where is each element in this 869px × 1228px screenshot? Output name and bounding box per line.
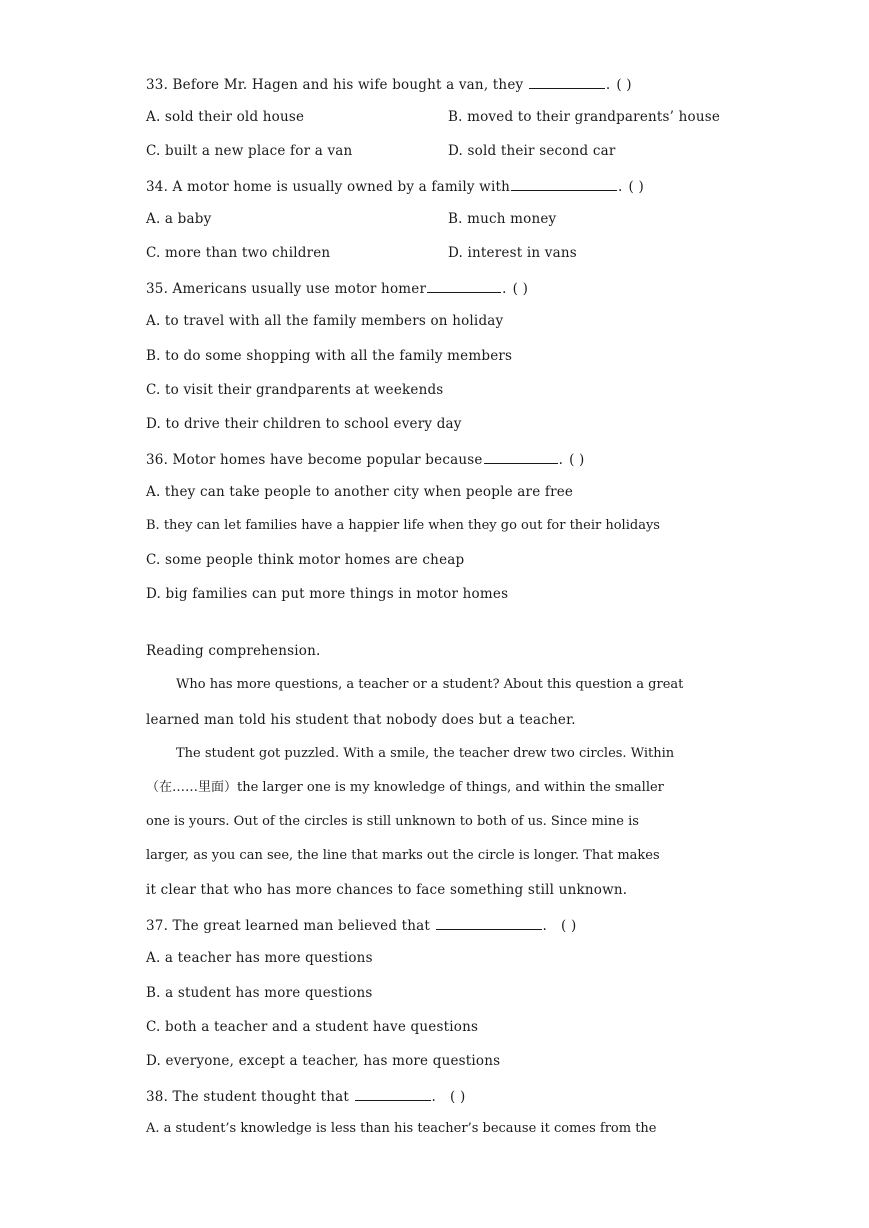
option-36-b: B. they can let families have a happier life when they go out for their holidays xyxy=(146,518,660,533)
passage-line: learned man told his student that nobody does but a teacher. xyxy=(146,712,576,728)
answer-blank[interactable] xyxy=(355,1086,431,1101)
option-37-a: A. a teacher has more questions xyxy=(146,950,373,966)
option-33-d: D. sold their second car xyxy=(448,143,616,159)
question-36-stem: 36. Motor homes have become popular because . ( ) xyxy=(146,449,736,469)
question-34-stem: 34. A motor home is usually owned by a family with . ( ) xyxy=(146,176,736,196)
stem-text: 33. Before Mr. Hagen and his wife bought a van, they xyxy=(146,77,528,93)
option-38-a: A. a student’s knowledge is less than his teacher’s because it comes from the xyxy=(146,1121,657,1136)
passage-line: one is yours. Out of the circles is still unknown to both of us. Since mine is xyxy=(146,814,639,829)
passage-line: it clear that who has more chances to face something still unknown. xyxy=(146,882,628,898)
question-33-stem: 33. Before Mr. Hagen and his wife bought a van, they . ( ) xyxy=(146,74,736,94)
answer-blank[interactable] xyxy=(436,915,542,930)
answer-parenthesis: ( ) xyxy=(628,179,644,195)
answer-parenthesis: ( ) xyxy=(616,77,632,93)
answer-parenthesis: ( ) xyxy=(569,452,585,468)
section-title: Reading comprehension. xyxy=(146,643,321,659)
question-38-stem: 38. The student thought that . ( ) xyxy=(146,1086,736,1106)
option-35-c: C. to visit their grandparents at weekends xyxy=(146,382,444,398)
option-37-c: C. both a teacher and a student have questions xyxy=(146,1019,479,1035)
question-37-stem: 37. The great learned man believed that . ( ) xyxy=(146,915,736,935)
answer-parenthesis: ( ) xyxy=(512,281,529,297)
option-34-b: B. much money xyxy=(448,211,557,227)
answer-blank[interactable] xyxy=(427,278,501,293)
option-37-d: D. everyone, except a teacher, has more questions xyxy=(146,1053,501,1069)
passage-line: The student got puzzled. With a smile, the teacher drew two circles. Within xyxy=(176,746,675,761)
option-36-a: A. they can take people to another city when people are free xyxy=(146,484,574,500)
passage-line: larger, as you can see, the line that marks out the circle is longer. That makes xyxy=(146,848,660,863)
option-35-d: D. to drive their children to school every day xyxy=(146,416,462,432)
option-36-d: D. big families can put more things in motor homes xyxy=(146,586,509,602)
answer-blank[interactable] xyxy=(484,449,558,464)
option-35-b: B. to do some shopping with all the family members xyxy=(146,348,513,364)
option-36-c: C. some people think motor homes are cheap xyxy=(146,552,465,568)
passage-line: （在……里面）the larger one is my knowledge of things, and within the smaller xyxy=(146,780,664,795)
answer-blank[interactable] xyxy=(529,74,605,89)
option-33-a: A. sold their old house xyxy=(146,109,305,125)
option-35-a: A. to travel with all the family members on holiday xyxy=(146,313,504,329)
answer-parenthesis: ( ) xyxy=(450,1089,466,1105)
option-34-a: A. a baby xyxy=(146,211,212,227)
option-33-c: C. built a new place for a van xyxy=(146,143,353,159)
option-34-c: C. more than two children xyxy=(146,245,331,261)
question-35-stem: 35. Americans usually use motor homer . ( ) xyxy=(146,278,736,298)
passage-line: Who has more questions, a teacher or a student? About this question a great xyxy=(176,677,684,692)
answer-blank[interactable] xyxy=(511,176,617,191)
option-34-d: D. interest in vans xyxy=(448,245,577,261)
option-37-b: B. a student has more questions xyxy=(146,985,373,1001)
answer-parenthesis: ( ) xyxy=(561,918,577,934)
option-33-b: B. moved to their grandparents’ house xyxy=(448,109,721,125)
